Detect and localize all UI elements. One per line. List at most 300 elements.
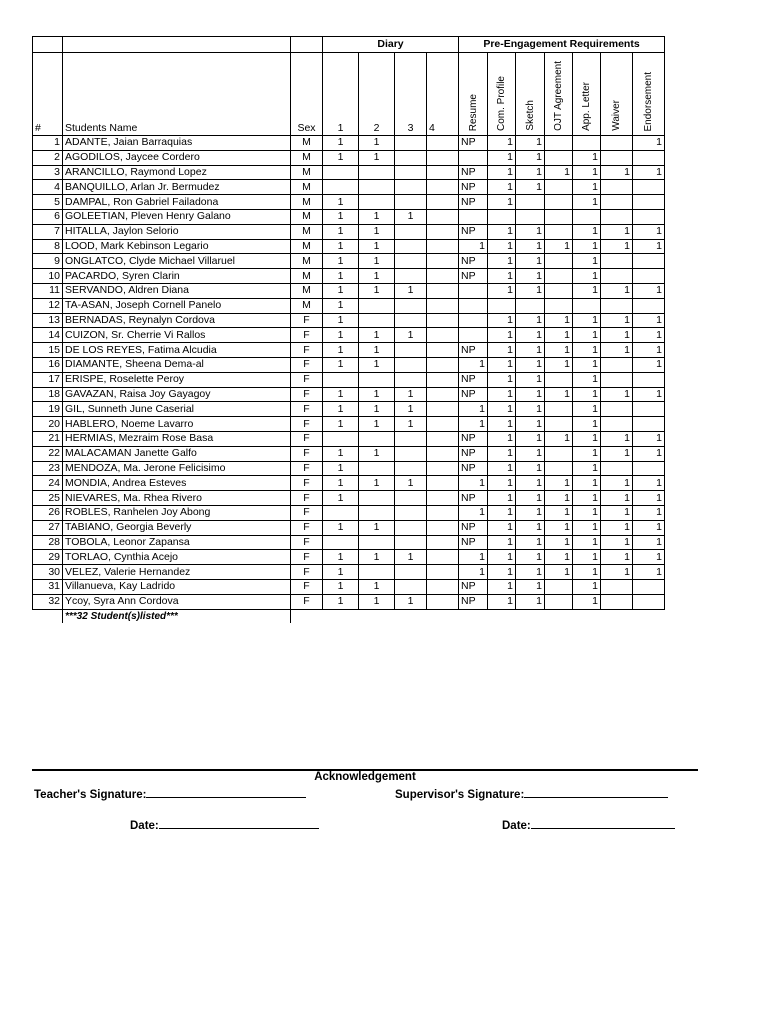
- diary-cell-2: 1: [359, 550, 395, 565]
- supervisor-signature-label: Supervisor's Signature:: [395, 789, 525, 801]
- requirement-cell-4: 1: [545, 491, 573, 506]
- diary-cell-3: 1: [395, 402, 427, 417]
- diary-cell-2: 1: [359, 387, 395, 402]
- row-number: 6: [33, 209, 63, 224]
- requirement-cell-3: 1: [516, 165, 545, 180]
- requirement-cell-2: [488, 298, 516, 313]
- diary-cell-3: [395, 136, 427, 151]
- student-name: GIL, Sunneth June Caserial: [63, 402, 291, 417]
- requirement-cell-3: 1: [516, 520, 545, 535]
- diary-cell-1: 1: [323, 136, 359, 151]
- requirement-cell-2: 1: [488, 550, 516, 565]
- requirement-cell-3: 1: [516, 491, 545, 506]
- diary-cell-2: 1: [359, 520, 395, 535]
- student-name: GOLEETIAN, Pleven Henry Galano: [63, 209, 291, 224]
- supervisor-date-label: Date:: [502, 820, 531, 832]
- requirement-cell-1: NP: [459, 387, 488, 402]
- table-row: [33, 446, 665, 461]
- requirement-cell-7: 1: [633, 476, 665, 491]
- student-name: TOBOLA, Leonor Zapansa: [63, 535, 291, 550]
- diary-cell-3: 1: [395, 594, 427, 609]
- table-row: [33, 594, 665, 609]
- table-row: [33, 491, 665, 506]
- student-name: CUIZON, Sr. Cherrie Vi Rallos: [63, 328, 291, 343]
- diary-cell-3: 1: [395, 550, 427, 565]
- student-sex: F: [291, 476, 323, 491]
- requirement-cell-5: 1: [573, 491, 601, 506]
- col-number-header: #: [33, 53, 63, 136]
- diary-cell-4: [427, 209, 459, 224]
- student-sex: F: [291, 328, 323, 343]
- requirement-cell-6: 1: [601, 313, 633, 328]
- table-row: [33, 387, 665, 402]
- requirement-cell-3: [516, 195, 545, 210]
- diary-cell-3: [395, 505, 427, 520]
- student-sex: F: [291, 446, 323, 461]
- diary-cell-2: [359, 372, 395, 387]
- students-listed-note: ***32 Student(s)listed***: [63, 609, 291, 623]
- requirement-cell-6: 1: [601, 387, 633, 402]
- diary-cell-4: [427, 254, 459, 269]
- teacher-date-field[interactable]: [130, 818, 319, 832]
- diary-cell-3: [395, 535, 427, 550]
- diary-cell-4: [427, 491, 459, 506]
- requirement-cell-4: 1: [545, 239, 573, 254]
- diary-cell-2: 1: [359, 594, 395, 609]
- requirement-cell-6: [601, 136, 633, 151]
- requirement-cell-3: 1: [516, 150, 545, 165]
- requirement-cell-7: 1: [633, 520, 665, 535]
- teacher-signature-field[interactable]: [34, 787, 306, 801]
- requirement-cell-4: [545, 298, 573, 313]
- table-row: [33, 150, 665, 165]
- diary-cell-4: [427, 239, 459, 254]
- requirement-cell-1: 1: [459, 565, 488, 580]
- requirement-cell-5: 1: [573, 313, 601, 328]
- student-sex: M: [291, 224, 323, 239]
- diary-cell-2: 1: [359, 328, 395, 343]
- requirement-cell-2: 1: [488, 239, 516, 254]
- requirement-cell-1: NP: [459, 269, 488, 284]
- table-row: [33, 224, 665, 239]
- diary-cell-2: [359, 180, 395, 195]
- requirement-cell-6: 1: [601, 283, 633, 298]
- diary-cell-1: [323, 535, 359, 550]
- requirement-cell-7: [633, 579, 665, 594]
- requirement-cell-1: [459, 209, 488, 224]
- student-name: TA-ASAN, Joseph Cornell Panelo: [63, 298, 291, 313]
- requirement-cell-7: [633, 594, 665, 609]
- diary-cell-4: [427, 594, 459, 609]
- student-sex: F: [291, 343, 323, 358]
- requirement-cell-7: 1: [633, 328, 665, 343]
- requirement-cell-2: [488, 209, 516, 224]
- diary-cell-3: [395, 343, 427, 358]
- requirement-cell-1: [459, 328, 488, 343]
- requirement-cell-3: 1: [516, 461, 545, 476]
- student-sex: M: [291, 209, 323, 224]
- requirement-cell-5: 1: [573, 476, 601, 491]
- diary-cell-1: [323, 505, 359, 520]
- table-row: [33, 520, 665, 535]
- requirement-cell-4: 1: [545, 550, 573, 565]
- student-sex: M: [291, 180, 323, 195]
- col-ojt-agreement-header: OJT Agreement: [545, 53, 573, 136]
- requirement-cell-6: 1: [601, 446, 633, 461]
- diary-cell-4: [427, 565, 459, 580]
- supervisor-date-field[interactable]: [502, 818, 675, 832]
- requirement-cell-3: [516, 209, 545, 224]
- diary-cell-1: 1: [323, 357, 359, 372]
- requirement-cell-6: 1: [601, 165, 633, 180]
- requirement-cell-4: 1: [545, 313, 573, 328]
- diary-cell-3: [395, 165, 427, 180]
- requirement-cell-6: 1: [601, 328, 633, 343]
- requirement-cell-6: [601, 402, 633, 417]
- requirement-cell-5: 1: [573, 579, 601, 594]
- requirement-cell-4: [545, 461, 573, 476]
- requirement-cell-4: 1: [545, 328, 573, 343]
- row-number: 23: [33, 461, 63, 476]
- diary-cell-4: [427, 313, 459, 328]
- student-sex: F: [291, 402, 323, 417]
- requirement-cell-6: 1: [601, 239, 633, 254]
- row-number: 10: [33, 269, 63, 284]
- requirement-cell-5: 1: [573, 180, 601, 195]
- diary-cell-3: [395, 579, 427, 594]
- requirement-cell-5: [573, 136, 601, 151]
- row-number: 3: [33, 165, 63, 180]
- diary-cell-4: [427, 298, 459, 313]
- requirement-cell-2: 1: [488, 328, 516, 343]
- table-row: [33, 579, 665, 594]
- requirement-cell-1: NP: [459, 461, 488, 476]
- diary-cell-3: [395, 357, 427, 372]
- diary-cell-3: [395, 269, 427, 284]
- diary-cell-4: [427, 224, 459, 239]
- requirement-cell-2: 1: [488, 136, 516, 151]
- diary-cell-3: [395, 446, 427, 461]
- diary-cell-2: 1: [359, 224, 395, 239]
- student-sex: M: [291, 239, 323, 254]
- requirement-cell-5: 1: [573, 594, 601, 609]
- diary-cell-1: 1: [323, 328, 359, 343]
- diary-cell-4: [427, 461, 459, 476]
- requirement-cell-4: [545, 417, 573, 432]
- requirement-cell-3: 1: [516, 254, 545, 269]
- diary-cell-1: 1: [323, 195, 359, 210]
- col-endorsement-header: Endorsement: [633, 53, 665, 136]
- requirement-cell-2: 1: [488, 372, 516, 387]
- requirement-cell-7: 1: [633, 550, 665, 565]
- requirement-cell-6: [601, 269, 633, 284]
- requirement-cell-1: NP: [459, 579, 488, 594]
- requirement-cell-5: 1: [573, 387, 601, 402]
- row-number: 11: [33, 283, 63, 298]
- requirement-cell-5: 1: [573, 150, 601, 165]
- diary-cell-1: 1: [323, 476, 359, 491]
- requirement-cell-1: [459, 313, 488, 328]
- requirement-cell-7: [633, 269, 665, 284]
- requirement-cell-6: [601, 254, 633, 269]
- diary-cell-4: [427, 446, 459, 461]
- requirement-cell-2: 1: [488, 535, 516, 550]
- diary-cell-2: [359, 298, 395, 313]
- student-name: AGODILOS, Jaycee Cordero: [63, 150, 291, 165]
- requirement-cell-5: 1: [573, 343, 601, 358]
- requirement-cell-5: 1: [573, 520, 601, 535]
- requirement-cell-3: 1: [516, 417, 545, 432]
- student-sex: F: [291, 505, 323, 520]
- requirement-cell-1: NP: [459, 195, 488, 210]
- requirement-cell-1: NP: [459, 520, 488, 535]
- teacher-date-label: Date:: [130, 820, 159, 832]
- diary-cell-1: [323, 165, 359, 180]
- requirement-cell-1: NP: [459, 446, 488, 461]
- requirement-cell-7: [633, 150, 665, 165]
- requirement-cell-6: [601, 180, 633, 195]
- student-sex: F: [291, 594, 323, 609]
- requirement-cell-1: 1: [459, 476, 488, 491]
- header-row-columns: [33, 53, 665, 136]
- diary-cell-1: 1: [323, 461, 359, 476]
- header-row-groups: [33, 37, 665, 53]
- requirement-cell-2: 1: [488, 313, 516, 328]
- row-number: 18: [33, 387, 63, 402]
- table-row: [33, 431, 665, 446]
- requirement-cell-3: 1: [516, 269, 545, 284]
- diary-cell-2: 1: [359, 283, 395, 298]
- requirement-cell-3: 1: [516, 343, 545, 358]
- row-number: 24: [33, 476, 63, 491]
- diary-cell-3: 1: [395, 476, 427, 491]
- requirement-cell-2: 1: [488, 520, 516, 535]
- diary-cell-2: [359, 461, 395, 476]
- requirement-cell-6: [601, 209, 633, 224]
- row-number: 7: [33, 224, 63, 239]
- requirement-cell-1: NP: [459, 254, 488, 269]
- diary-cell-1: 1: [323, 283, 359, 298]
- requirement-cell-5: 1: [573, 239, 601, 254]
- diary-cell-4: [427, 402, 459, 417]
- student-name: Villanueva, Kay Ladrido: [63, 579, 291, 594]
- supervisor-signature-field[interactable]: [395, 787, 668, 801]
- student-sex: M: [291, 150, 323, 165]
- requirement-cell-3: 1: [516, 446, 545, 461]
- requirement-cell-7: 1: [633, 446, 665, 461]
- requirement-cell-3: 1: [516, 579, 545, 594]
- requirement-cell-5: 1: [573, 165, 601, 180]
- table-row: [33, 254, 665, 269]
- requirement-cell-4: 1: [545, 476, 573, 491]
- requirement-cell-1: 1: [459, 505, 488, 520]
- requirement-cell-4: [545, 372, 573, 387]
- requirement-cell-6: [601, 594, 633, 609]
- requirement-cell-3: 1: [516, 328, 545, 343]
- requirement-cell-7: [633, 254, 665, 269]
- diary-cell-4: [427, 520, 459, 535]
- requirement-cell-2: 1: [488, 491, 516, 506]
- diary-cell-4: [427, 431, 459, 446]
- requirement-cell-2: 1: [488, 594, 516, 609]
- requirement-cell-1: 1: [459, 357, 488, 372]
- requirement-cell-1: 1: [459, 550, 488, 565]
- row-number: 8: [33, 239, 63, 254]
- student-name: LOOD, Mark Kebinson Legario: [63, 239, 291, 254]
- diary-cell-3: [395, 313, 427, 328]
- requirement-cell-4: [545, 402, 573, 417]
- diary-cell-1: 1: [323, 446, 359, 461]
- row-number: 25: [33, 491, 63, 506]
- requirement-cell-1: [459, 298, 488, 313]
- requirement-cell-5: 1: [573, 195, 601, 210]
- row-number: 13: [33, 313, 63, 328]
- diary-cell-1: 1: [323, 520, 359, 535]
- diary-cell-4: [427, 283, 459, 298]
- requirement-cell-5: [573, 209, 601, 224]
- requirement-cell-6: 1: [601, 550, 633, 565]
- requirement-cell-3: 1: [516, 136, 545, 151]
- teacher-date-line: [159, 818, 319, 829]
- col-sketch-header: Sketch: [516, 53, 545, 136]
- requirement-cell-2: 1: [488, 224, 516, 239]
- diary-cell-1: 1: [323, 239, 359, 254]
- requirement-cell-4: [545, 209, 573, 224]
- requirement-cell-4: 1: [545, 357, 573, 372]
- diary-cell-2: 1: [359, 446, 395, 461]
- diary-cell-3: [395, 565, 427, 580]
- student-name: DIAMANTE, Sheena Dema-al: [63, 357, 291, 372]
- diary-cell-1: 1: [323, 491, 359, 506]
- requirement-cell-4: [545, 283, 573, 298]
- diary-cell-4: [427, 387, 459, 402]
- row-number: 4: [33, 180, 63, 195]
- requirement-cell-6: [601, 417, 633, 432]
- requirement-cell-2: 1: [488, 343, 516, 358]
- requirement-cell-2: 1: [488, 357, 516, 372]
- pre-engagement-group-header: Pre-Engagement Requirements: [459, 37, 665, 53]
- requirement-cell-1: [459, 283, 488, 298]
- diary-cell-1: 1: [323, 254, 359, 269]
- requirement-cell-6: 1: [601, 476, 633, 491]
- requirement-cell-6: 1: [601, 491, 633, 506]
- student-sex: M: [291, 136, 323, 151]
- student-name: HITALLA, Jaylon Selorio: [63, 224, 291, 239]
- table-row: [33, 476, 665, 491]
- col-diary-1-header: 1: [323, 53, 359, 136]
- requirement-cell-4: 1: [545, 565, 573, 580]
- diary-cell-1: 1: [323, 387, 359, 402]
- student-requirements-table: [32, 36, 665, 623]
- diary-cell-4: [427, 150, 459, 165]
- requirement-cell-4: 1: [545, 343, 573, 358]
- diary-cell-1: 1: [323, 224, 359, 239]
- diary-cell-3: 1: [395, 283, 427, 298]
- requirement-cell-2: 1: [488, 195, 516, 210]
- diary-cell-3: [395, 431, 427, 446]
- requirement-cell-6: 1: [601, 505, 633, 520]
- diary-cell-1: 1: [323, 313, 359, 328]
- row-number: 21: [33, 431, 63, 446]
- requirement-cell-4: [545, 195, 573, 210]
- requirement-cell-3: 1: [516, 550, 545, 565]
- requirement-cell-7: [633, 298, 665, 313]
- teacher-signature-line: [146, 787, 306, 798]
- requirement-cell-7: [633, 417, 665, 432]
- diary-cell-3: [395, 298, 427, 313]
- table-row: [33, 535, 665, 550]
- requirement-cell-1: NP: [459, 180, 488, 195]
- table-row: [33, 402, 665, 417]
- student-sex: F: [291, 550, 323, 565]
- table-row: [33, 565, 665, 580]
- diary-cell-3: [395, 180, 427, 195]
- diary-cell-4: [427, 505, 459, 520]
- requirement-cell-3: 1: [516, 239, 545, 254]
- student-sex: M: [291, 195, 323, 210]
- row-number: 15: [33, 343, 63, 358]
- requirement-cell-7: 1: [633, 239, 665, 254]
- requirement-cell-4: 1: [545, 387, 573, 402]
- student-sex: F: [291, 535, 323, 550]
- student-sex: F: [291, 491, 323, 506]
- diary-cell-2: 1: [359, 209, 395, 224]
- requirement-cell-7: [633, 209, 665, 224]
- col-diary-4-header: 4: [427, 53, 459, 136]
- requirement-cell-7: [633, 180, 665, 195]
- diary-cell-2: 1: [359, 476, 395, 491]
- requirement-cell-1: [459, 150, 488, 165]
- requirement-cell-2: 1: [488, 269, 516, 284]
- student-sex: M: [291, 254, 323, 269]
- table-row: [33, 239, 665, 254]
- requirement-cell-5: 1: [573, 372, 601, 387]
- diary-cell-1: 1: [323, 343, 359, 358]
- requirement-cell-5: 1: [573, 431, 601, 446]
- table-row: [33, 328, 665, 343]
- diary-cell-4: [427, 535, 459, 550]
- student-sex: F: [291, 372, 323, 387]
- col-name-header: Students Name: [63, 53, 291, 136]
- requirement-cell-2: 1: [488, 461, 516, 476]
- diary-cell-3: [395, 150, 427, 165]
- footer-row: [33, 609, 665, 623]
- student-name: ADANTE, Jaian Barraquias: [63, 136, 291, 151]
- requirement-cell-7: 1: [633, 505, 665, 520]
- requirement-cell-5: 1: [573, 461, 601, 476]
- row-number: 27: [33, 520, 63, 535]
- requirement-cell-4: [545, 594, 573, 609]
- requirement-cell-3: 1: [516, 224, 545, 239]
- requirement-cell-6: [601, 372, 633, 387]
- requirement-cell-4: [545, 150, 573, 165]
- requirement-cell-4: 1: [545, 520, 573, 535]
- student-sex: F: [291, 431, 323, 446]
- row-number: 22: [33, 446, 63, 461]
- diary-cell-3: [395, 254, 427, 269]
- row-number: 14: [33, 328, 63, 343]
- student-name: MENDOZA, Ma. Jerone Felicisimo: [63, 461, 291, 476]
- requirement-cell-7: 1: [633, 491, 665, 506]
- requirement-cell-2: 1: [488, 476, 516, 491]
- requirement-cell-4: 1: [545, 165, 573, 180]
- diary-cell-1: 1: [323, 550, 359, 565]
- requirement-cell-2: 1: [488, 180, 516, 195]
- student-name: DAMPAL, Ron Gabriel Failadona: [63, 195, 291, 210]
- requirement-cell-7: [633, 195, 665, 210]
- student-sex: M: [291, 283, 323, 298]
- requirement-cell-6: [601, 298, 633, 313]
